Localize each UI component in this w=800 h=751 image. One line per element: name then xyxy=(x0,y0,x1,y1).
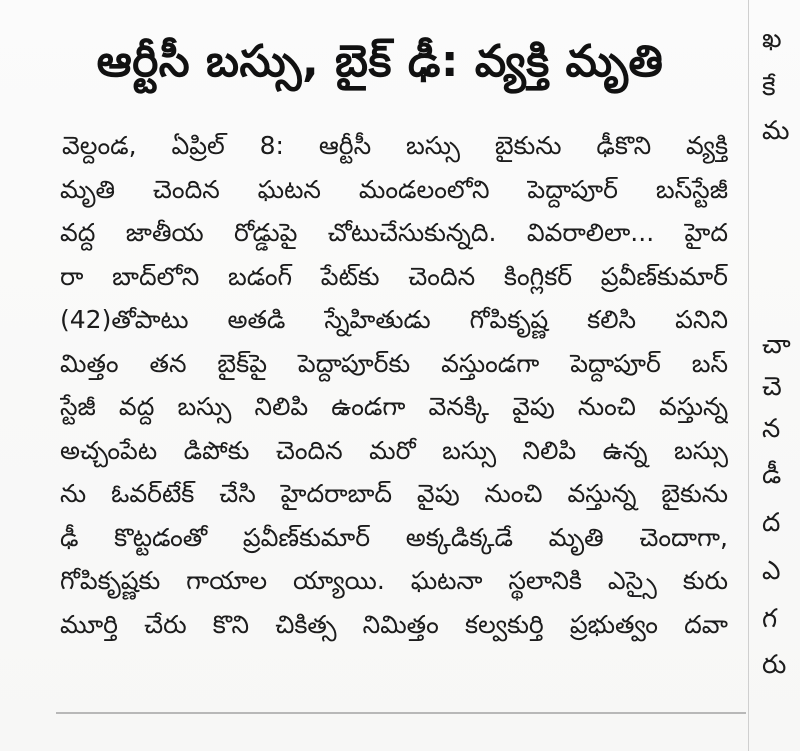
article-line: మృతి చెందిన ఘటన మండలంలోని పెద్దాపూర్ బస్‌స్టేజీ xyxy=(60,174,728,204)
article-line: (42)తోపాటు అతడి స్నేహితుడు గోపికృష్ణ కలిసి పనిని xyxy=(60,305,728,334)
column-divider xyxy=(748,0,749,751)
article-body xyxy=(60,124,728,646)
adjacent-fragment: న xyxy=(762,414,781,444)
article-line: మిత్తం తన బైక్‌పై పెద్దాపూర్‌కు వస్తుండగా పెద్దాపూర్ బస్ xyxy=(60,348,728,378)
bottom-rule xyxy=(56,712,746,714)
article-line: మూర్తి చేరు కొని చికిత్స నిమిత్తం కల్వకుర్తి ప్రభుత్వం దవా xyxy=(60,609,728,639)
article-line: అచ్చంపేట డిపోకు చెందిన మరో బస్సు నిలిపి ఉన్న బస్సు xyxy=(60,435,728,465)
adjacent-fragment: చె xyxy=(762,372,782,402)
adjacent-fragment: ద xyxy=(762,508,781,538)
article-headline: ఆర్టీసీ బస్సు, బైక్ ఢీ: వ్యక్తి మృతి xyxy=(96,36,664,87)
adjacent-fragment: రు xyxy=(762,650,787,680)
adjacent-fragment: మ xyxy=(762,116,790,146)
adjacent-fragment: చా xyxy=(762,330,791,360)
article-line: గోపికృష్ణకు గాయాల య్యాయి. ఘటనా స్థలానికి ఎస్సై కురు xyxy=(60,566,728,595)
adjacent-fragment: కే xyxy=(762,72,776,102)
adjacent-fragment: డీ xyxy=(762,460,782,490)
article-line: స్టేజీ వద్ద బస్సు నిలిపి ఉండగా వెనక్కి వైపు నుంచి వస్తున్న xyxy=(60,392,728,421)
article-line: ఢీ కొట్టడంతో ప్రవీణ్‌కుమార్ అక్కడిక్కడే మృతి చెందాగా, xyxy=(60,522,728,552)
adjacent-fragment: ఖ xyxy=(762,24,782,54)
article-line: రా బాద్‌లోని బడంగ్ పేట్‌కు చెందిన కింగ్లికర్ ప్రవీణ్‌కుమార్ xyxy=(60,261,728,291)
article-line: ను ఓవర్‌టేక్ చేసి హైదరాబాద్ వైపు నుంచి వస్తున్న బైకును xyxy=(60,479,728,508)
adjacent-fragment: ఎ xyxy=(762,556,781,586)
article-line: వద్ద జాతీయ రోడ్డుపై చోటుచేసుకున్నది. వివరాలిలా... హైద xyxy=(60,218,728,247)
article-line: వెల్దండ, ఏప్రిల్ 8: ఆర్టీసీ బస్సు బైకును ఢీకొని వ్యక్తి xyxy=(62,131,728,160)
adjacent-column xyxy=(752,0,800,751)
adjacent-fragment: గ xyxy=(762,604,778,634)
